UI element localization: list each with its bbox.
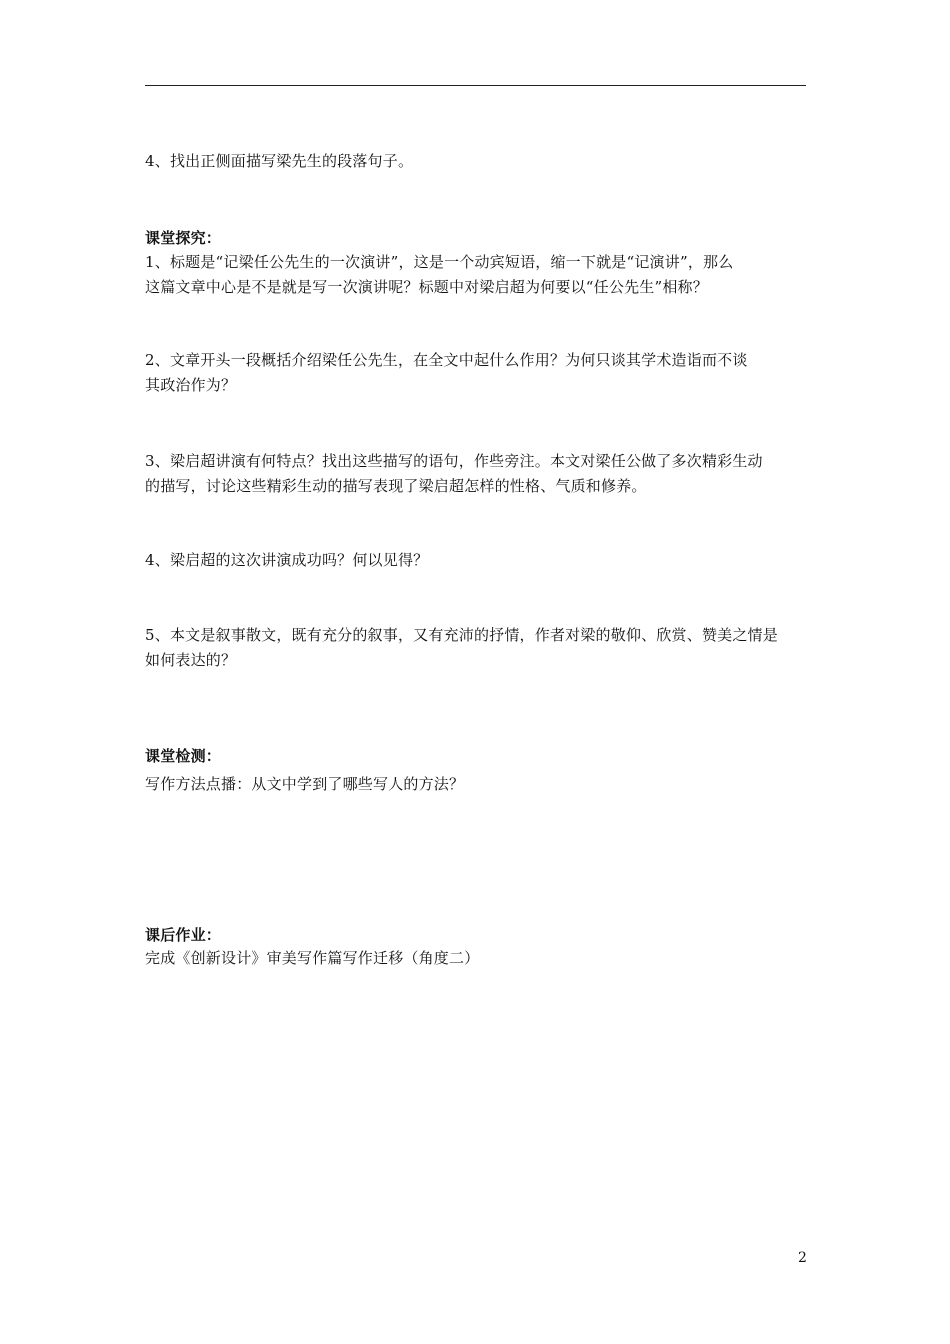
exploration-heading: 课堂探究： xyxy=(145,229,222,247)
exploration-q5-line1: 5、本文是叙事散文，既有充分的叙事，又有充沛的抒情，作者对梁的敬仰、欣赏、赞美之情是 xyxy=(145,626,778,644)
exploration-q1-line2: 这篇文章中心是不是就是写一次演讲呢？标题中对梁启超为何要以“任公先生”相称？ xyxy=(145,278,708,296)
question-4-preview: 4、找出正侧面描写梁先生的段落句子。 xyxy=(145,152,414,170)
page-number: 2 xyxy=(798,1250,807,1266)
exploration-q3-line2: 的描写，讨论这些精彩生动的描写表现了梁启超怎样的性格、气质和修养。 xyxy=(145,477,647,495)
exploration-q3-line1: 3、梁启超讲演有何特点？找出这些描写的语句，作些旁注。本文对梁任公做了多次精彩生动 xyxy=(145,452,763,470)
exploration-q2-line2: 其政治作为？ xyxy=(145,376,237,394)
homework-line1: 完成《创新设计》审美写作篇写作迁移（角度二） xyxy=(145,949,480,967)
homework-heading: 课后作业： xyxy=(145,926,222,944)
header-rule xyxy=(145,85,806,86)
exploration-q5-line2: 如何表达的？ xyxy=(145,651,237,669)
exploration-q4-line1: 4、梁启超的这次讲演成功吗？何以见得？ xyxy=(145,551,429,569)
check-heading: 课堂检测： xyxy=(145,747,222,765)
exploration-q2-line1: 2、文章开头一段概括介绍梁任公先生，在全文中起什么作用？为何只谈其学术造诣而不谈 xyxy=(145,351,748,369)
exploration-q1-line1: 1、标题是“记梁任公先生的一次演讲”，这是一个动宾短语，缩一下就是“记演讲”，那么 xyxy=(145,253,734,271)
check-line1: 写作方法点播：从文中学到了哪些写人的方法？ xyxy=(145,775,465,793)
